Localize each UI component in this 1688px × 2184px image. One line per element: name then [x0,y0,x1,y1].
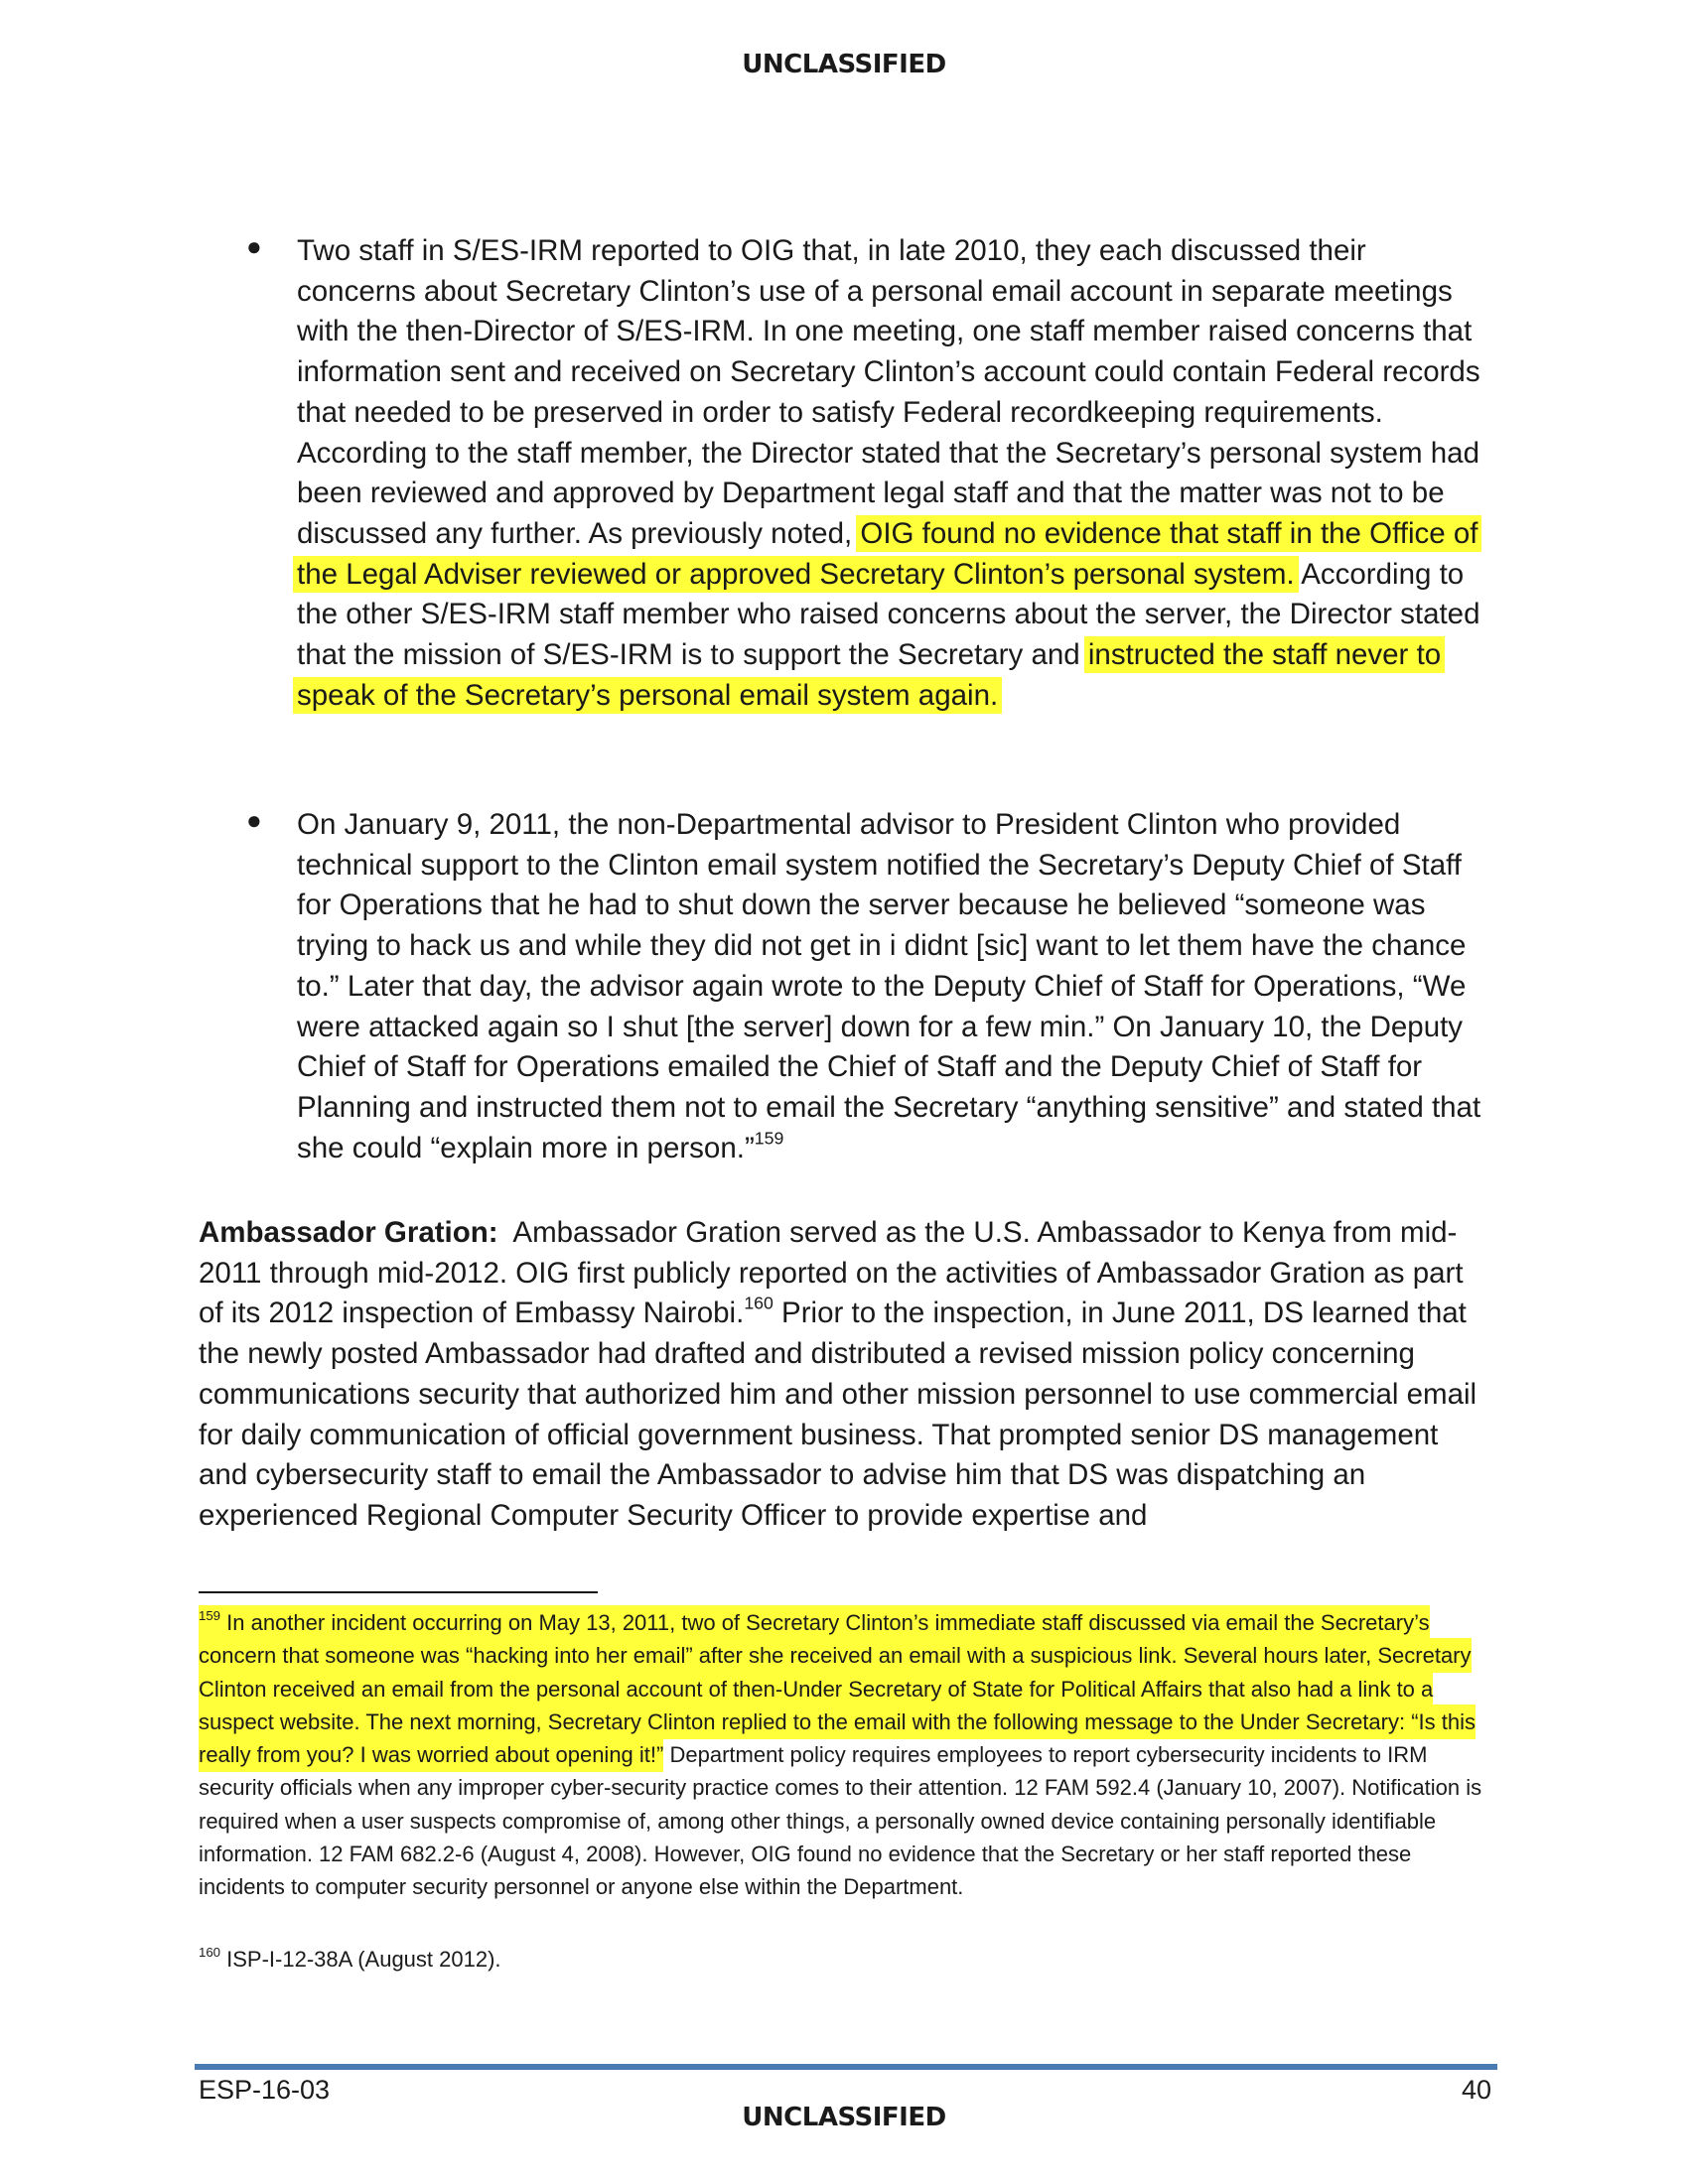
footnote-separator [199,1591,598,1593]
footnote-text: Department policy requires employees to report cybersecurity incidents to IRM security officials when any improper cyber-security practice comes to their attention. 12 FAM 592.4 (January 10, 2007). Notification is required when a user suspects compromise of, among other things, a personally owned device containing personally identifiable information. 12 FAM 682.2-6 (August 4, 2008). However, OIG found no evidence that the Secretary or her staff reported these incidents to computer security personnel or anyone else within the Department. [199,1742,1482,1900]
paragraph-label: Ambassador Gration: [199,1216,498,1249]
paragraph-text: Two staff in S/ES-IRM reported to OIG that, in late 2010, they each discussed their concerns about Secretary Clinton’s use of a personal email account in separate meetings with the then-Director of S/ES-IRM. In one meeting, one staff member raised concerns that information sent and received on Secretary Clinton’s account could contain Federal records that needed to be preserved in order to satisfy Federal recordkeeping requirements. According to the staff member, the Director stated that the Secretary’s personal system had been reviewed and approved by Department legal staff and that the matter was not to be discussed any further. As previously noted, [297,234,1480,550]
bullet-paragraph-staff-concerns [297,231,1488,716]
paragraph-text: According to the other S/ES-IRM staff member who raised concerns about the server, the Director stated that the mission of S/ES-IRM is to support the Secretary and [297,557,1480,672]
classification-footer: UNCLASSIFIED [742,2103,946,2132]
footnote-number: 159 [199,1608,221,1624]
page-number: 40 [1461,2075,1491,2105]
report-id: ESP-16-03 [199,2075,331,2105]
paragraph-text: On January 9, 2011, the non-Departmental advisor to President Clinton who provided technical support to the Clinton email system notified the Secretary’s Deputy Chief of Staff for Operations that he had to shut down the server because he believed “someone was trying to hack us and while they did not get in i didnt [sic] want to let them have the chance to.” Later that day, the advisor again wrote to the Deputy Chief of Staff for Operations, “We were attacked again so I shut [the server] down for a few min.” On January 10, the Deputy Chief of Staff for Operations emailed the Chief of Staff and the Deputy Chief of Staff for Planning and instructed them not to email the Secretary “anything sensitive” and stated that she could “explain more in person.” [297,808,1481,1164]
highlighted-text: instructed the staff never to speak of the Secretary’s personal email system again. [293,636,1445,714]
footer-rule [195,2064,1497,2070]
footnote-reference[interactable]: 159 [754,1128,784,1149]
highlighted-text: OIG found no evidence that staff in the Office of the Legal Adviser reviewed or approved Secretary Clinton’s personal system. [293,515,1481,593]
footnote-reference[interactable]: 160 [744,1294,774,1314]
bullet-marker: ● [246,805,262,835]
bullet-paragraph-server-hack [297,805,1488,1168]
footnote-159 [199,1606,1499,1904]
bullet-marker: ● [246,231,262,261]
footnote-160 [199,1943,1499,1976]
paragraph-text: Ambassador Gration served as the U.S. Ambassador to Kenya from mid-2011 through mid-2012. OIG first publicly reported on the activities of Ambassador Gration as part of its 2012 inspection of Embassy Nairobi. [199,1216,1464,1330]
footnote-text: In another incident occurring on May 13, 2011, two of Secretary Clinton’s immediate staff discussed via email the Secretary’s concern that someone was “hacking into her email” after she received an email with a suspicious link. Several hours later, Secretary Clinton received an email from the personal account of then-Under Secretary of State for Political Affairs that also had a link to a suspect website. The next morning, Secretary Clinton replied to the email with the following message to the Under Secretary: “Is this really from you? I was worried about opening it!” [199,1610,1476,1768]
classification-header: UNCLASSIFIED [742,50,946,79]
footnote-text: ISP-I-12-38A (August 2012). [226,1947,501,1972]
paragraph-ambassador-gration [199,1213,1489,1537]
footnote-number: 160 [199,1945,221,1961]
paragraph-text: Prior to the inspection, in June 2011, DS learned that the newly posted Ambassador had drafted and distributed a revised mission policy concerning communications security that authorized him and other mission personnel to use commercial email for daily communication of official government business. That prompted senior DS management and cybersecurity staff to email the Ambassador to advise him that DS was dispatching an experienced Regional Computer Security Officer to provide expertise and [199,1297,1477,1532]
